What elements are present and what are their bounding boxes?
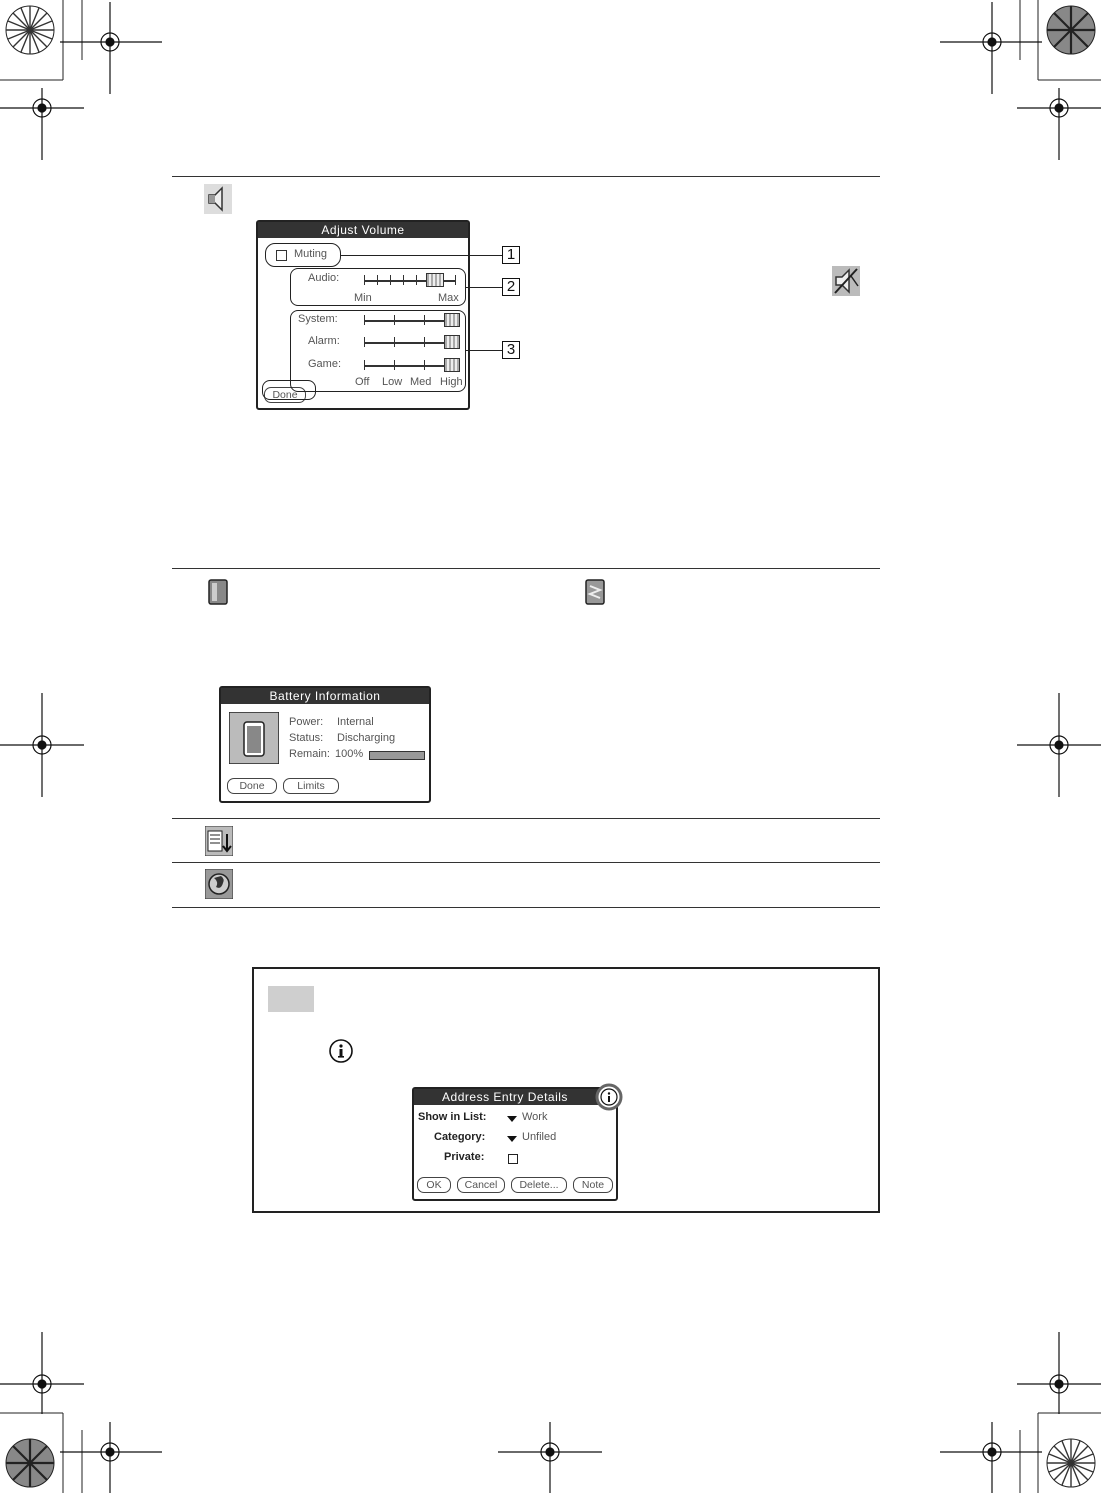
category-value[interactable]: Unfiled (522, 1131, 557, 1143)
category-dropdown-arrow[interactable] (507, 1136, 517, 1142)
remain-bar-fill (370, 752, 424, 759)
section-divider (172, 176, 880, 177)
battery-charging-icon (582, 578, 608, 606)
info-icon[interactable] (595, 1083, 623, 1111)
ok-button[interactable]: OK (417, 1177, 451, 1193)
globe-icon (205, 869, 233, 899)
callout-outline-audio (290, 268, 466, 306)
section-divider (172, 568, 880, 569)
show-in-list-label: Show in List: (418, 1111, 487, 1123)
level-label-high: High (440, 376, 463, 388)
audio-min-label: Min (354, 292, 372, 304)
power-label: Power: (289, 716, 324, 728)
game-label: Game: (308, 358, 342, 370)
note-button[interactable]: Note (573, 1177, 613, 1193)
callout-outline-done (262, 380, 316, 400)
status-value: Discharging (337, 732, 396, 744)
callout-leader-line (466, 350, 502, 351)
info-icon (328, 1038, 354, 1064)
callout-number-1: 1 (502, 246, 520, 264)
show-in-list-dropdown-arrow[interactable] (507, 1116, 517, 1122)
remain-label: Remain: (289, 748, 330, 760)
callout-outline-system-alarm-game (290, 310, 466, 392)
remain-bar (369, 751, 425, 760)
level-label-low: Low (382, 376, 403, 388)
muting-label: Muting (294, 248, 328, 260)
limits-button[interactable]: Limits (283, 778, 339, 794)
callout-leader-line (466, 287, 502, 288)
section-divider (172, 862, 880, 863)
callout-number-2: 2 (502, 278, 520, 296)
status-label: Status: (289, 732, 324, 744)
callout-outline-muting (265, 243, 341, 267)
alarm-label: Alarm: (308, 335, 340, 347)
show-in-list-value[interactable]: Work (522, 1111, 548, 1123)
section-divider (172, 907, 880, 908)
level-label-med: Med (410, 376, 432, 388)
delete-button[interactable]: Delete... (511, 1177, 567, 1193)
private-label: Private: (444, 1151, 485, 1163)
battery-large-icon (229, 712, 279, 764)
callout-leader-line (341, 255, 502, 256)
done-button[interactable]: Done (264, 387, 306, 403)
tip-box (252, 967, 880, 1213)
category-label: Category: (434, 1131, 486, 1143)
address-entry-details-dialog (412, 1087, 618, 1201)
power-value: Internal (337, 716, 374, 728)
private-checkbox[interactable] (508, 1154, 518, 1164)
dialog-title: Adjust Volume (258, 222, 468, 238)
done-button[interactable]: Done (227, 778, 277, 794)
audio-label: Audio: (308, 272, 340, 284)
cancel-button[interactable]: Cancel (457, 1177, 505, 1193)
system-label: System: (298, 313, 338, 325)
remain-value: 100% (335, 748, 364, 760)
speaker-muted-icon (832, 266, 860, 296)
speaker-icon (204, 184, 232, 214)
level-label-off: Off (355, 376, 370, 388)
battery-information-dialog (219, 686, 431, 803)
audio-max-label: Max (438, 292, 459, 304)
callout-number-3: 3 (502, 341, 520, 359)
beam-icon (205, 826, 233, 856)
battery-icon (205, 578, 231, 606)
section-divider (172, 818, 880, 819)
dialog-title: Address Entry Details (414, 1089, 616, 1105)
tip-label-badge (268, 986, 314, 1012)
dialog-title: Battery Information (221, 688, 429, 704)
